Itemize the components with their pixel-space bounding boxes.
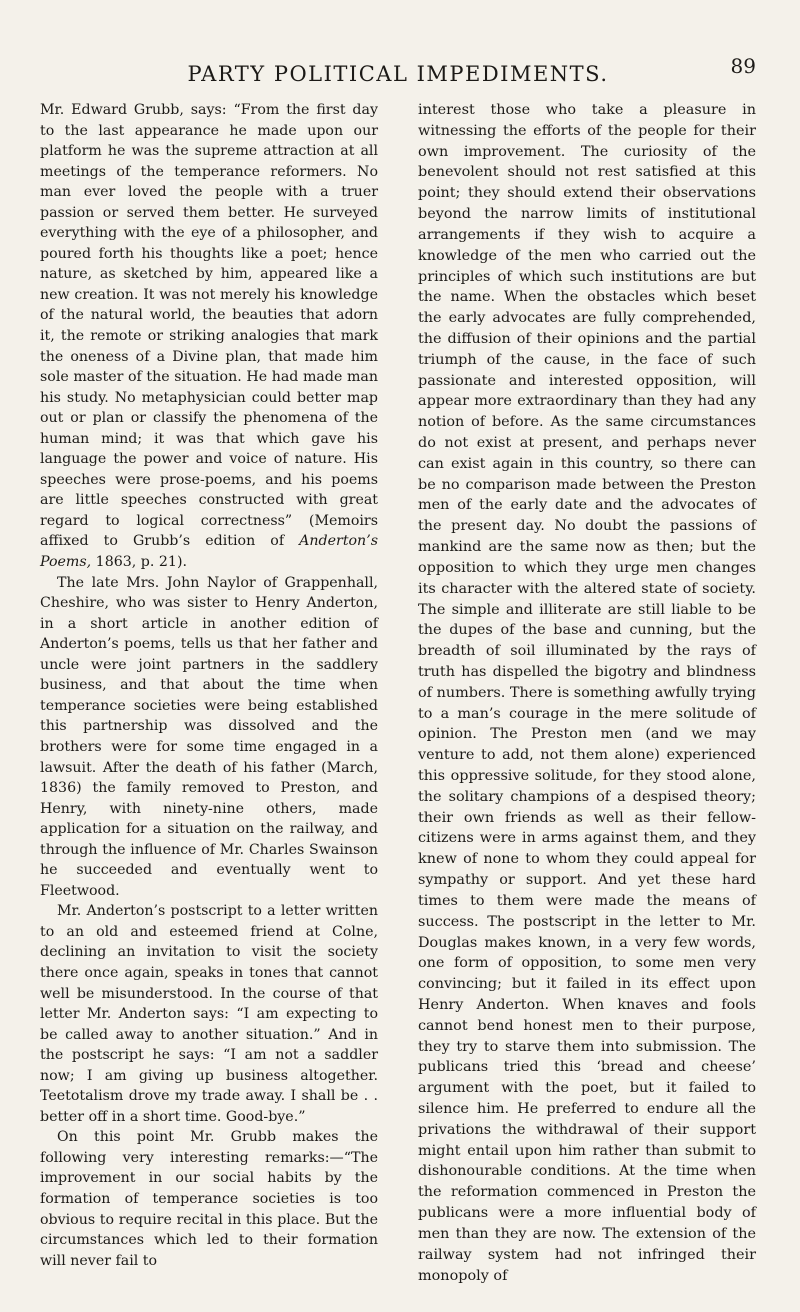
page-header — [40, 54, 756, 94]
paragraph — [40, 100, 378, 573]
running-title: PARTY POLITICAL IMPEDIMENTS. — [187, 62, 609, 86]
paragraph-text: 1863, p. 21). — [91, 554, 187, 571]
left-column — [40, 100, 378, 1271]
paragraph: Mr. Anderton’s postscript to a letter written to an old and esteemed friend at Colne, declining an invitation to visit the society there once again, speaks in tones that cannot well be misunderstood. In the course of that letter Mr. Anderton says: “I am expecting to be called away to another situation.” And in the postscript he says: “I am not a saddler now; I am giving up business altogether. Teetotalism drove my trade away. I shall be . . better off in a short time. Good-bye.” — [40, 903, 378, 1125]
paragraph: On this point Mr. Grubb makes the following very interesting remarks:—“The improvement in our social habits by the formation of temperance societies is too obvious to require recital in this place. But the circumstances which led to their formation will never fail to — [40, 1129, 378, 1269]
paragraph: The late Mrs. John Naylor of Grappenhall, Cheshire, who was sister to Henry Anderton, in a short article in another edition of Anderton’s poems, tells us that her father and uncle were joint partners in the saddlery business, and that about the time when temperance societies were being established this partnership was dissolved and the brothers were for some time engaged in a lawsuit. After the death of his father (March, 1836) the family removed to Preston, and Henry, with ninety-nine others, made application for a situation on the railway, and through the influence of Mr. Charles Swainson he succeeded and eventually went to Fleetwood. — [40, 574, 378, 899]
paragraph-text: Mr. Edward Grubb, says: “From the first day to the last appearance he made upon our platform he was the supreme attraction at all meetings of the temperance reformers. No man ever loved the people with a truer passion or served them better. He surveyed everything with the eye of a philosopher, and poured forth his thoughts like a poet; hence nature, as sketched by him, appeared like a new creation. It was not merely his knowledge of the natural world, the beauties that adorn it, the remote or striking analogies that mark the oneness of a Divine plan, that made him sole master of the situation. He had made man his study. No metaphysician could better map out or plan or classify the phenomena of the human mind; it was that which gave his language the power and voice of nature. His speeches were prose-poems, and his poems are little speeches constructed with great regard to logical correctness” (Memoirs affixed to Grubb’s edition of — [40, 102, 378, 550]
right-column — [418, 100, 756, 1286]
book-title: Anderton’s Poems, — [40, 533, 378, 571]
paragraph: interest those who take a pleasure in witnessing the efforts of the people for their own improvement. The curiosity of the benevolent should not rest satisfied at this point; they should extend their observations beyond the narrow limits of institutional arrangements if they wish to acquire a knowledge of the men who carried out the principles of which such institutions are but the name. When the obstacles which beset the early advocates are fully comprehended, the diffusion of their opinions and the partial triumph of the cause, in the face of such passionate and interested opposition, will appear more extraordinary than they had any notion of before. As the same circumstances do not exist at present, and perhaps never can exist again in this country, so there can be no comparison made between the Preston men of the early date and the advocates of the present day. No doubt the passions of mankind are the same now as then; but the opposition to which they urge men changes its character with the altered state of society. The simple and illiterate are still liable to be the dupes of the base and cunning, but the breadth of soil illuminated by the rays of truth has dispelled the bigotry and blindness of numbers. There is something awfully trying to a man’s courage in the mere solitude of opinion. The Preston men (and we may venture to add, not them alone) experienced this oppressive solitude, for they stood alone, the solitary champions of a despised theory; their own friends as well as their fellow-citizens were in arms against them, and they knew of none to whom they could appeal for sympathy or support. And yet these hard times to them were made the means of success. The postscript in the letter to Mr. Douglas makes known, in a very few words, one form of opposition, to some men very convincing; but it failed in its effect upon Henry Anderton. When knaves and fools cannot bend honest men to their purpose, they try to starve them into submission. The publicans tried this ‘bread and cheese’ argument with the poet, but it failed to silence him. He preferred to endure all the privations the withdrawal of their support might entail upon him rather than submit to dishonourable conditions. At the time when the reformation commenced in Preston the publicans were a more influential body of men than they are now. The extension of the railway system had not infringed their monopoly of — [418, 102, 756, 1284]
page-number: 89 — [730, 54, 756, 78]
